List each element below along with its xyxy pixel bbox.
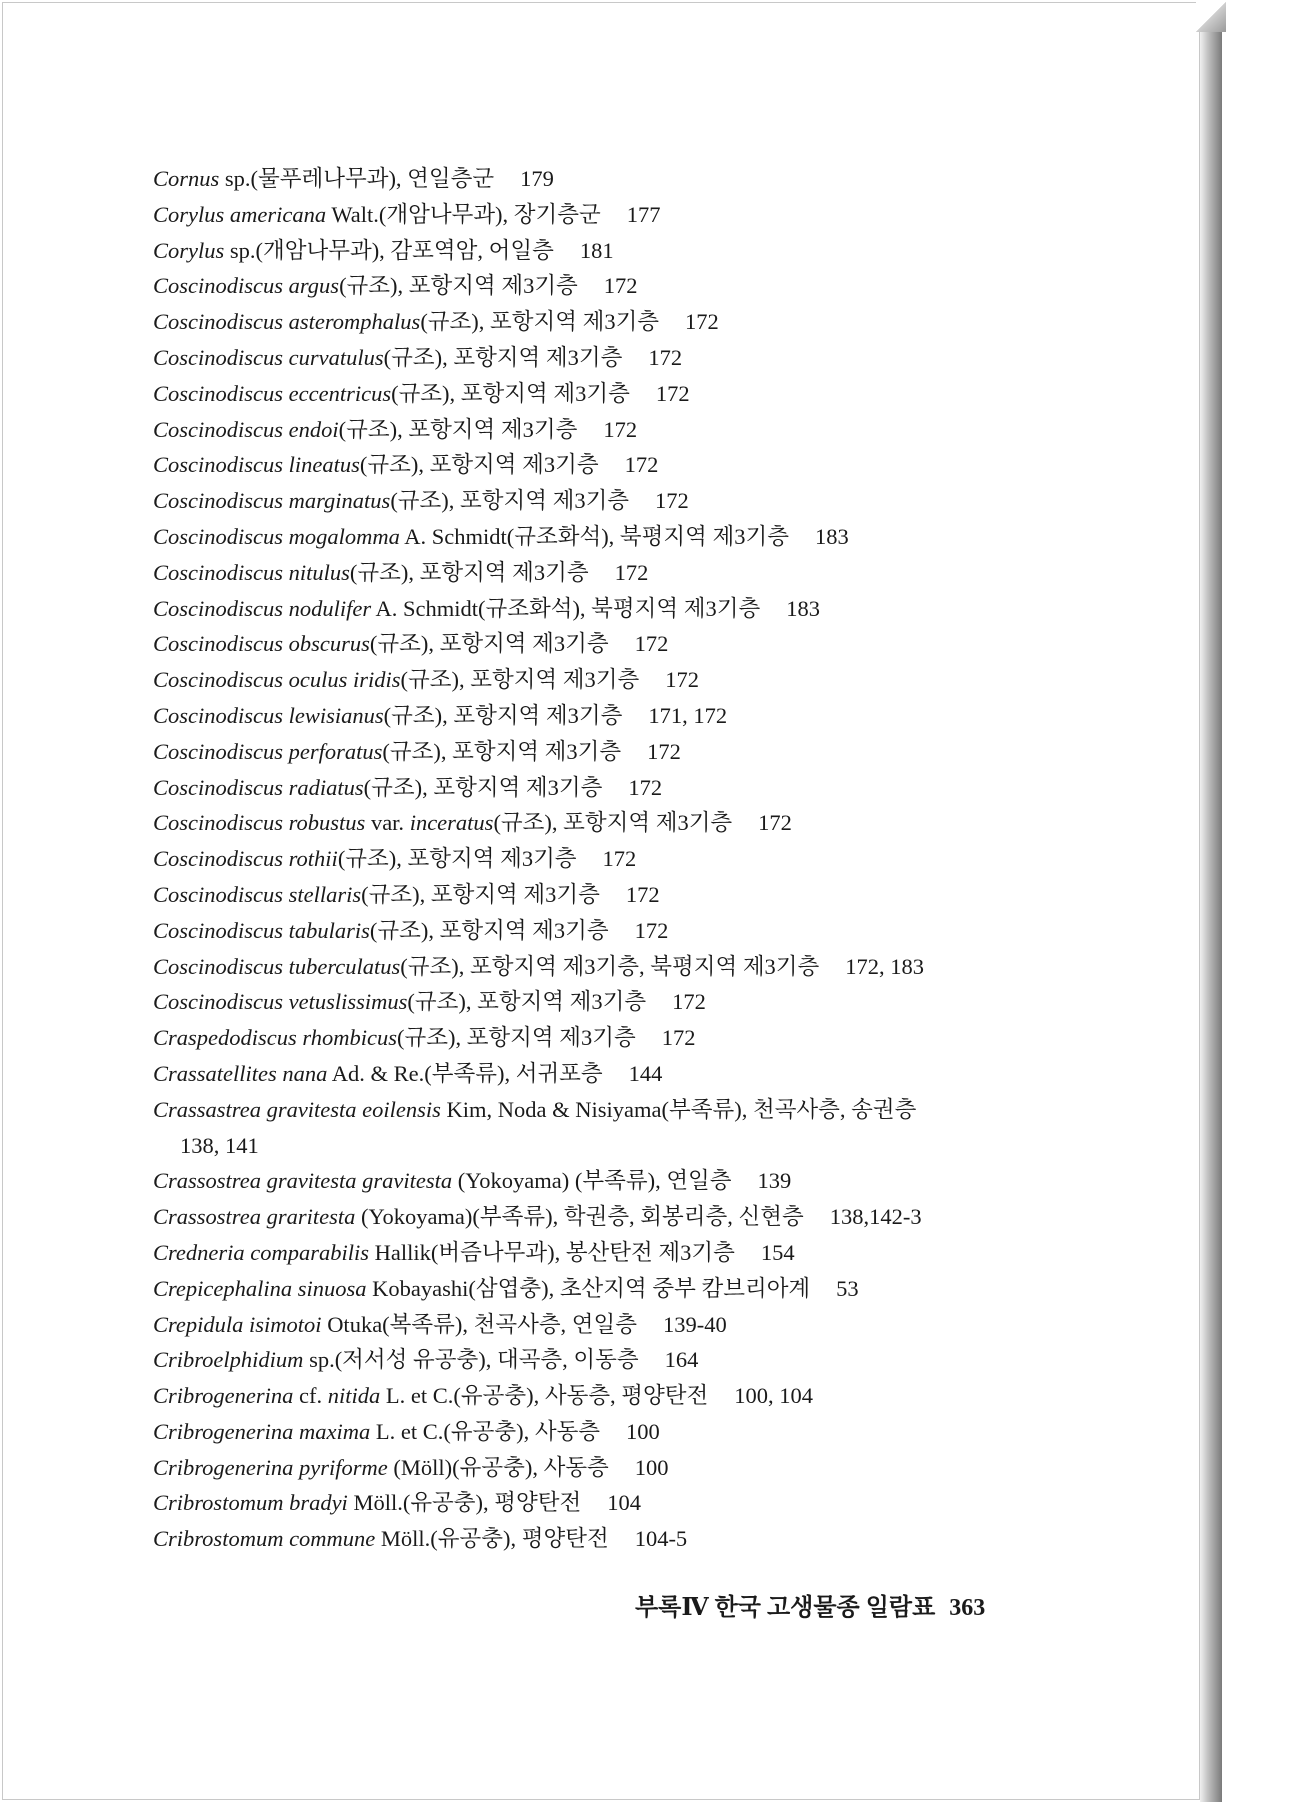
index-entry [153, 304, 1053, 340]
entry-description-continued: (규조), 포항지역 제3기층 [493, 810, 733, 836]
entry-description: (규조), 포항지역 제3기층 [383, 702, 623, 728]
species-name: Credneria comparabilis [153, 1239, 370, 1265]
index-entry [153, 1199, 1053, 1235]
index-entry [153, 1485, 1053, 1521]
index-entry [153, 1092, 1053, 1128]
species-name: Crassastrea gravitesta eoilensis [153, 1096, 441, 1122]
page-reference: 172 [602, 846, 637, 872]
species-name: Coscinodiscus robustus [153, 810, 366, 836]
index-entry [153, 949, 1053, 985]
index-entry [153, 1163, 1053, 1199]
index-entry [153, 591, 1053, 627]
entry-description: Otuka(복족류), 천곡사층, 연일층 [321, 1311, 638, 1337]
index-entry [153, 1342, 1053, 1378]
index-entry [153, 662, 1053, 698]
species-name: Crassostrea graritesta [153, 1204, 356, 1230]
page-reference: 172 [655, 488, 689, 514]
page-reference: 172 [628, 774, 663, 800]
species-name: Coscinodiscus nitulus [153, 559, 350, 585]
species-name: Coscinodiscus stellaris [153, 881, 362, 907]
species-name: Coscinodiscus lineatus [153, 452, 360, 478]
index-entry [153, 1271, 1053, 1307]
index-entry [153, 805, 1053, 841]
page-reference: 172 [603, 273, 638, 299]
page-reference: 172 [634, 917, 669, 943]
page-reference: 172 [661, 1025, 696, 1051]
entry-description: Möll.(유공충), 평양탄전 [375, 1526, 609, 1552]
page-reference: 172 [614, 559, 649, 585]
entry-description-continued: L. et C.(유공충), 사동층, 평양탄전 [380, 1383, 709, 1409]
species-name: Coscinodiscus radiatus [153, 774, 364, 800]
page-edge-shadow [1200, 4, 1222, 1802]
index-entry [153, 913, 1053, 949]
page-number: 363 [949, 1595, 986, 1621]
page-reference: 183 [786, 595, 820, 621]
species-name: Corylus [153, 237, 225, 263]
species-name: Coscinodiscus asteromphalus [153, 309, 421, 335]
entry-description: A. Schmidt(규조화석), 북평지역 제3기층 [371, 595, 761, 621]
species-name: Coscinodiscus lewisianus [153, 702, 384, 728]
index-entry [153, 340, 1053, 376]
species-name: Crassatellites nana [153, 1060, 328, 1086]
index-entry [153, 1020, 1053, 1056]
index-entry [153, 1414, 1053, 1450]
entry-description: (규조), 포항지역 제3기층 [400, 667, 640, 693]
page-footer [635, 1587, 985, 1622]
entry-description: (규조), 포항지역 제3기층 [337, 846, 577, 872]
page-reference: 171, 172 [648, 702, 728, 728]
entry-description: Walt.(개암나무과), 장기층군 [326, 201, 601, 227]
species-name: Craspedodiscus rhombicus [153, 1025, 397, 1051]
page-reference: 181 [579, 237, 614, 263]
species-name: Coscinodiscus oculus iridis [153, 667, 401, 693]
document-page [2, 2, 1200, 1800]
species-index-list [153, 161, 1053, 1557]
entry-description: A. Schmidt(규조화석), 북평지역 제3기층 [399, 523, 789, 549]
index-entry [153, 1128, 1053, 1164]
page-reference: 172 [685, 309, 719, 335]
species-name: Coscinodiscus endoi [153, 416, 339, 442]
page-reference: 138,142-3 [829, 1204, 922, 1230]
species-epithet: inceratus [409, 810, 494, 836]
index-entry [153, 1056, 1053, 1092]
index-entry [153, 447, 1053, 483]
species-name: Coscinodiscus rothii [153, 846, 338, 872]
page-reference: 139 [757, 1168, 792, 1194]
index-entry [153, 734, 1053, 770]
page-reference: 172 [625, 881, 660, 907]
entry-description: (규조), 포항지역 제3기층, 북평지역 제3기층 [400, 953, 820, 979]
index-entry [153, 268, 1053, 304]
page-reference: 172 [665, 667, 699, 693]
species-name: Cribrostomum commune [153, 1526, 376, 1552]
entry-description: sp.(개암나무과), 감포역암, 어일층 [224, 237, 554, 263]
index-entry [153, 877, 1053, 913]
index-entry [153, 1307, 1053, 1343]
page-reference: 144 [628, 1060, 663, 1086]
index-entry [153, 197, 1053, 233]
entry-description: (규조), 포항지역 제3기층 [359, 452, 599, 478]
species-name: Coscinodiscus perforatus [153, 738, 383, 764]
page-reference: 100 [626, 1418, 660, 1444]
species-name: Coscinodiscus eccentricus [153, 380, 392, 406]
index-entry [153, 1235, 1053, 1271]
species-name: Cribroelphidium [153, 1347, 304, 1373]
species-name: Coscinodiscus tuberculatus [153, 953, 401, 979]
index-entry [153, 770, 1053, 806]
entry-description: (규조), 포항지역 제3기층 [369, 631, 609, 657]
entry-description: (규조), 포항지역 제3기층 [396, 1025, 636, 1051]
page-reference: 100 [634, 1454, 669, 1480]
index-entry [153, 233, 1053, 269]
species-epithet: nitida [327, 1383, 381, 1409]
entry-description: (규조), 포항지역 제3기층 [383, 344, 623, 370]
entry-description: (규조), 포항지역 제3기층 [338, 416, 578, 442]
entry-description: (Yokoyama)(부족류), 학권층, 회봉리층, 신현층 [355, 1204, 804, 1230]
page-reference: 154 [760, 1239, 795, 1265]
index-entry [153, 698, 1053, 734]
index-entry [153, 412, 1053, 448]
page-reference: 172, 183 [845, 953, 925, 979]
entry-description: Kobayashi(삼엽충), 초산지역 중부 캄브리아계 [366, 1275, 811, 1301]
page-reference: 172 [655, 380, 690, 406]
index-entry [153, 555, 1053, 591]
page-reference: 172 [648, 344, 683, 370]
species-name: Cribrogenerina pyriforme [153, 1454, 388, 1480]
page-reference: 139-40 [663, 1311, 727, 1337]
page-reference: 172 [624, 452, 659, 478]
species-name: Coscinodiscus nodulifer [153, 595, 372, 621]
index-entry [153, 841, 1053, 877]
entry-description: (규조), 포항지역 제3기층 [407, 989, 647, 1015]
entry-description: (규조), 포항지역 제3기층 [382, 738, 622, 764]
page-reference: 183 [814, 523, 849, 549]
index-entry [153, 483, 1053, 519]
entry-description: sp.(물푸레나무과), 연일층군 [219, 166, 495, 191]
entry-description: Möll.(유공충), 평양탄전 [347, 1490, 582, 1516]
page-reference: 172 [672, 989, 706, 1015]
entry-description: (규조), 포항지역 제3기층 [339, 273, 578, 299]
page-reference: 53 [836, 1275, 859, 1301]
index-entry [153, 1521, 1053, 1557]
entry-description: var. [365, 810, 410, 836]
entry-description: (규조), 포항지역 제3기층 [420, 309, 660, 335]
entry-description: sp.(저서성 유공충), 대곡층, 이동층 [303, 1347, 639, 1373]
species-name: Cornus [153, 166, 220, 191]
species-name: Crassostrea gravitesta gravitesta [153, 1168, 453, 1194]
species-name: Crepidula isimotoi [153, 1311, 322, 1337]
entry-description: (규조), 포항지역 제3기층 [369, 917, 609, 943]
entry-description: 138, 141 [180, 1132, 259, 1158]
entry-description: (규조), 포항지역 제3기층 [391, 380, 630, 406]
page-reference: 172 [647, 738, 681, 764]
index-entry [153, 1378, 1053, 1414]
species-name: Coscinodiscus mogalomma [153, 523, 400, 549]
species-name: Cribrogenerina [153, 1383, 294, 1409]
species-name: Cribrogenerina maxima [153, 1418, 371, 1444]
entry-description: Kim, Noda & Nisiyama(부족류), 천곡사층, 송권층 [440, 1096, 917, 1122]
index-entry [153, 376, 1053, 412]
species-name: Coscinodiscus marginatus [153, 488, 391, 514]
species-name: Crepicephalina sinuosa [153, 1275, 367, 1301]
species-name: Cribrostomum bradyi [153, 1490, 348, 1516]
entry-description: Ad. & Re.(부족류), 서귀포층 [327, 1060, 603, 1086]
species-name: Coscinodiscus vetuslissimus [153, 989, 408, 1015]
footer-title: 부록Ⅳ 한국 고생물종 일람표 [635, 1595, 936, 1621]
index-entry [153, 1450, 1053, 1486]
entry-description: (규조), 포항지역 제3기층 [361, 881, 600, 907]
species-name: Corylus americana [153, 201, 327, 227]
entry-description: (Yokoyama) (부족류), 연일층 [452, 1168, 732, 1194]
page-reference: 104-5 [634, 1526, 688, 1552]
entry-description: (규조), 포항지역 제3기층 [363, 774, 603, 800]
index-entry [153, 519, 1053, 555]
page-reference: 104 [607, 1490, 641, 1516]
species-name: Coscinodiscus obscurus [153, 631, 370, 657]
index-entry [153, 626, 1053, 662]
species-name: Coscinodiscus argus [153, 273, 340, 299]
page-corner-fold [1196, 2, 1226, 32]
page-reference: 172 [603, 416, 638, 442]
species-name: Coscinodiscus tabularis [153, 917, 370, 943]
page-reference: 172 [634, 631, 669, 657]
page-reference: 164 [664, 1347, 699, 1373]
species-name: Coscinodiscus curvatulus [153, 344, 384, 370]
entry-description: cf. [293, 1383, 328, 1409]
entry-description: (규조), 포항지역 제3기층 [349, 559, 589, 585]
entry-description: L. et C.(유공충), 사동층 [370, 1418, 601, 1444]
index-entry [153, 161, 1053, 197]
entry-description: (규조), 포항지역 제3기층 [390, 488, 630, 514]
entry-description: (Möll)(유공충), 사동층 [387, 1454, 609, 1480]
page-reference: 179 [520, 166, 554, 191]
index-entry [153, 984, 1053, 1020]
page-reference: 172 [758, 810, 792, 836]
page-reference: 177 [626, 201, 661, 227]
entry-description: Hallik(버즘나무과), 봉산탄전 제3기층 [369, 1239, 735, 1265]
page-reference: 100, 104 [734, 1383, 813, 1409]
